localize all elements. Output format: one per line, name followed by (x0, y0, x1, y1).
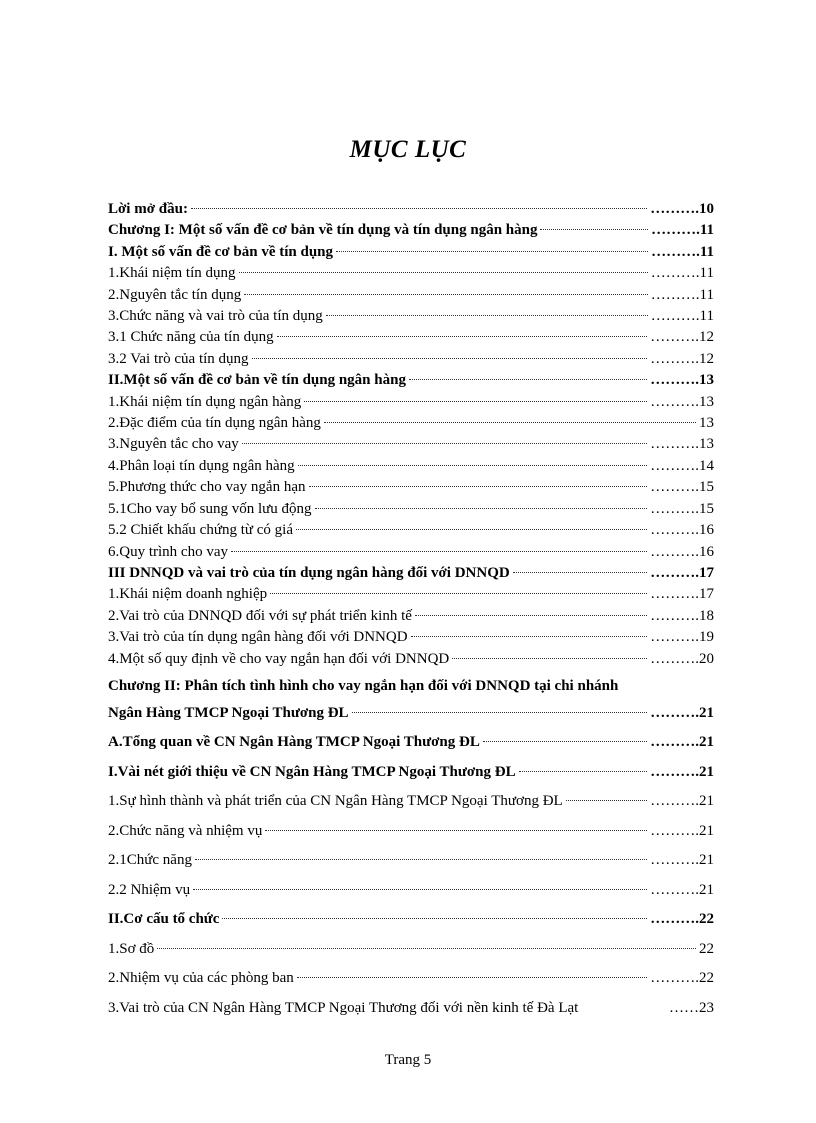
toc-entry-label: 2.Nhiệm vụ của các phòng ban (108, 970, 294, 987)
toc-entry-label: 2.1Chức năng (108, 852, 192, 869)
toc-entry-label: 4.Một số quy định về cho vay ngắn hạn đối với DNNQD (108, 650, 450, 667)
toc-entry-page: ……….21 (650, 704, 714, 721)
toc-entry (108, 413, 714, 434)
toc-entry (108, 905, 714, 935)
dot-leader (242, 443, 647, 444)
toc-entry-label: Lời mở đầu: (108, 201, 188, 217)
toc-entry-label: 3.Vai trò của CN Ngân Hàng TMCP Ngoại Thương đối với nền kinh tế Đà Lạt (108, 999, 579, 1016)
toc-entry-page: ……….20 (650, 650, 714, 667)
toc-entry-page: ……….16 (650, 543, 714, 560)
toc-entry (108, 674, 714, 699)
toc-entry-page: 22 (699, 940, 714, 957)
toc-entry-label: 3.1 Chức năng của tín dụng (108, 329, 274, 346)
toc-entry-label: 1.Sơ đồ (108, 940, 155, 957)
toc-entry-page: ……….11 (650, 286, 714, 303)
toc-entry (108, 787, 714, 817)
toc-entry-label: 2.Vai trò của DNNQD đối với sự phát triển kinh tế (108, 607, 412, 624)
toc-entry-label: 5.1Cho vay bổ sung vốn lưu động (108, 500, 312, 517)
toc-entry-label: 5.Phương thức cho vay ngắn hạn (108, 479, 306, 496)
toc-entry-page: ……….21 (650, 822, 714, 839)
page-footer: Trang 5 (384, 1052, 432, 1068)
toc-entry-page: ……23 (669, 999, 714, 1016)
toc-entry (108, 964, 714, 994)
dot-leader (409, 379, 647, 380)
toc-entry (108, 758, 714, 788)
toc-entry-page: ……….11 (651, 222, 714, 239)
toc-entry-page: ……….10 (650, 201, 714, 217)
toc-entry-page: ……….14 (650, 457, 714, 474)
toc-entry-label: 1.Sự hình thành và phát triển của CN Ngân Hàng TMCP Ngoại Thương ĐL (108, 793, 563, 810)
toc-entry (108, 220, 714, 241)
toc-entry-page: ……….21 (650, 793, 714, 810)
dot-leader (270, 593, 647, 594)
toc-entry (108, 846, 714, 876)
toc-entry-label: II.Một số vấn đề cơ bản về tín dụng ngân hàng (108, 372, 406, 389)
toc-entry-label: 1.Khái niệm doanh nghiệp (108, 586, 268, 603)
toc-entry (108, 584, 714, 605)
toc-entry-label: I. Một số vấn đề cơ bản về tín dụng (108, 243, 334, 260)
toc-entry-label: 1.Khái niệm tín dụng ngân hàng (108, 393, 302, 410)
toc-entry-page: ……….22 (650, 911, 714, 928)
toc-entry-page: ……….15 (650, 500, 714, 517)
dot-leader (231, 551, 647, 552)
dot-leader (415, 615, 647, 616)
toc-entry (108, 728, 714, 758)
toc-entry (108, 456, 714, 477)
toc-entry-page: ……….13 (650, 372, 714, 389)
dot-leader (298, 465, 648, 466)
dot-leader (265, 830, 647, 831)
dot-leader (277, 336, 648, 337)
dot-leader (324, 422, 696, 423)
dot-leader (336, 251, 648, 252)
toc-entry-label: 3.Vai trò của tín dụng ngân hàng đối với DNNQD (108, 629, 408, 646)
toc-entry (108, 563, 714, 584)
toc-entry-page: ……….13 (650, 393, 714, 410)
dot-leader (304, 401, 647, 402)
toc-entry (108, 606, 714, 627)
toc-entry-label: 6.Quy trình cho vay (108, 543, 228, 560)
toc-entry-page: ……….15 (650, 479, 714, 496)
toc-entry (108, 817, 714, 847)
toc-entry (108, 370, 714, 391)
dot-leader (411, 636, 648, 637)
dot-leader (566, 800, 648, 801)
toc-entry-label: 1.Khái niệm tín dụng (108, 265, 236, 282)
toc-entry-label: Chương II: Phân tích tình hình cho vay ngắn hạn đối với DNNQD tại chi nhánh (108, 677, 619, 694)
toc-entry-page: ……….13 (650, 436, 714, 453)
dot-leader (252, 358, 648, 359)
dot-leader (157, 948, 696, 949)
page-title: MỤC LỤC (349, 136, 467, 163)
toc-entry (108, 994, 714, 1024)
toc-entry-label: Ngân Hàng TMCP Ngoại Thương ĐL (108, 704, 349, 721)
toc-entry-page: ……….21 (650, 734, 714, 751)
dot-leader (222, 918, 647, 919)
dot-leader (519, 771, 648, 772)
toc-entry (108, 649, 714, 670)
dot-leader (513, 572, 648, 573)
dot-leader (191, 208, 647, 209)
toc-entry-label: Chương I: Một số vấn đề cơ bản về tín dụng và tín dụng ngân hàng (108, 222, 538, 239)
toc-entry (108, 876, 714, 906)
toc-entry-page: ……….21 (650, 763, 714, 780)
toc-entry-label: I.Vài nét giới thiệu về CN Ngân Hàng TMCP Ngoại Thương ĐL (108, 763, 516, 780)
toc-entry (108, 499, 714, 520)
toc-entry-page: ……….18 (650, 607, 714, 624)
toc-entry-page: ……….11 (651, 243, 714, 260)
toc-entry (108, 699, 714, 729)
toc-entry-label: 2.Nguyên tắc tín dụng (108, 286, 242, 303)
toc-entry-label: II.Cơ cấu tổ chức (108, 911, 220, 928)
toc-entry (108, 199, 714, 220)
table-of-contents (108, 199, 714, 1023)
toc-entry (108, 477, 714, 498)
toc-entry-page: ……….19 (650, 629, 714, 646)
dot-leader (315, 508, 648, 509)
toc-entry (108, 327, 714, 348)
dot-leader (326, 315, 648, 316)
toc-entry-page: ……….11 (650, 265, 714, 282)
dot-leader (483, 741, 647, 742)
dot-leader (296, 529, 647, 530)
toc-entry (108, 627, 714, 648)
toc-entry-page: ……….11 (650, 308, 714, 325)
toc-entry-label: 3.2 Vai trò của tín dụng (108, 350, 249, 367)
dot-leader (195, 859, 647, 860)
toc-entry (108, 434, 714, 455)
toc-entry-page: ……….12 (650, 350, 714, 367)
toc-entry-label: III DNNQD và vai trò của tín dụng ngân hàng đối với DNNQD (108, 564, 510, 581)
toc-entry (108, 306, 714, 327)
toc-entry-page: 13 (699, 415, 714, 432)
dot-leader (540, 229, 648, 230)
toc-entry-label: 2.2 Nhiệm vụ (108, 881, 191, 898)
toc-entry-label: 3.Chức năng và vai trò của tín dụng (108, 308, 323, 325)
toc-entry-page: ……….16 (650, 522, 714, 539)
dot-leader (452, 658, 647, 659)
toc-entry-label: 2.Chức năng và nhiệm vụ (108, 822, 263, 839)
toc-entry (108, 392, 714, 413)
dot-leader (297, 977, 647, 978)
toc-entry (108, 349, 714, 370)
toc-entry (108, 242, 714, 263)
dot-leader (352, 712, 648, 713)
dot-leader (309, 486, 648, 487)
toc-entry (108, 263, 714, 284)
toc-entry (108, 285, 714, 306)
dot-leader (239, 272, 648, 273)
dot-leader (244, 294, 647, 295)
toc-entry-page: ……….22 (650, 970, 714, 987)
toc-entry-page: ……….21 (650, 881, 714, 898)
toc-entry-label: 5.2 Chiết khấu chứng từ có giá (108, 522, 293, 539)
toc-entry-label: 4.Phân loại tín dụng ngân hàng (108, 457, 295, 474)
toc-entry-label: A.Tổng quan về CN Ngân Hàng TMCP Ngoại Thương ĐL (108, 734, 480, 751)
toc-entry-label: 2.Đặc điểm của tín dụng ngân hàng (108, 415, 321, 432)
toc-entry (108, 520, 714, 541)
toc-entry-page: ……….12 (650, 329, 714, 346)
toc-entry-page: ……….21 (650, 852, 714, 869)
toc-entry-page: ……….17 (650, 586, 714, 603)
toc-entry-page: ……….17 (650, 564, 714, 581)
toc-entry-label: 3.Nguyên tắc cho vay (108, 436, 239, 453)
toc-entry (108, 935, 714, 965)
toc-entry (108, 542, 714, 563)
dot-leader (193, 889, 647, 890)
